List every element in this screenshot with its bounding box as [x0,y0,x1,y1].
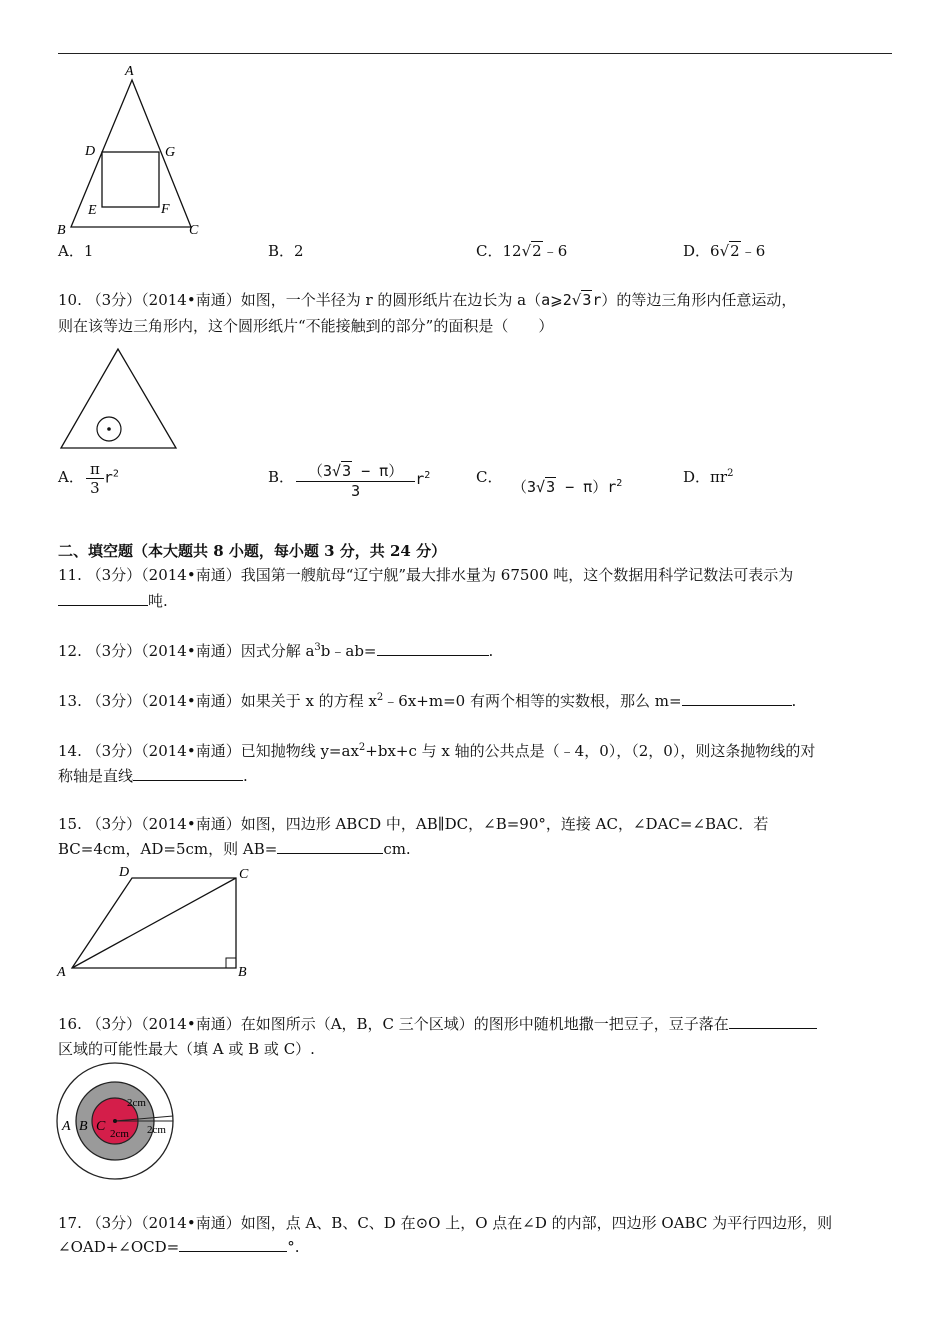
q16-target-figure [55,1062,195,1182]
q10-triangle-figure [58,345,183,455]
q16-stem-line1: 16. （3分）（2014•南通）在如图所示（A，B，C 三个区域）的图形中随机地撒一把豆子，豆子落在 [58,1013,817,1034]
q9-label-f: F [161,202,170,217]
q10-option-b-label: B． [268,468,295,486]
q15-diagonal-ac [72,878,236,968]
q9-option-b: B．2 [268,242,304,260]
q9-label-c: C [189,223,199,238]
q10-option-b-expr: $\frac{(3√3 - \pi)}{3}$ $r^2$ [296,460,430,500]
q10-option-c-label: C． [476,468,503,486]
q15-stem-line2: BC=4cm，AD=5cm，则 AB= cm. [58,840,411,858]
q12-stem: 12. （3分）（2014•南通）因式分解 $a^3b﹣ab=$ . [58,642,494,660]
q10-triangle [61,349,176,448]
q10-option-c-expr: $(3√3 - \pi)r^2$ [512,478,623,496]
q11-stem: 11. （3分）（2014•南通）我国第一艘航母“辽宁舰”最大排水量为 67500 吨，这个数据用科学记数法可表示为 [58,566,794,584]
q16-dim-1: 2cm [127,1097,146,1109]
q15-trapezoid-figure [55,862,265,982]
section-heading: 二、填空题（本大题共 8 小题，每小题 3 分，共 24 分） [58,542,447,560]
q11-answer-line: 吨. [58,590,168,611]
q10-option-a-expr: $\frac{\pi}{3}$ $r^2$ [86,460,119,497]
top-rule [58,53,892,54]
q9-label-b: B [57,223,66,238]
q9-triangle-figure [55,64,205,239]
q10-circle-center [107,427,111,431]
q17-blank[interactable] [179,1237,287,1252]
q16-dim-3: 2cm [110,1128,129,1140]
q15-label-d: D [119,865,130,880]
q13-blank[interactable] [682,691,792,706]
q14-blank[interactable] [133,766,243,781]
q16-label-c: C [96,1119,106,1134]
q17-stem-line1: 17. （3分）（2014•南通）如图，点 A、B、C、D 在⊙O 上，O 点在∠D 的内部，四边形 OABC 为平行四边形，则 [58,1214,833,1232]
q10-option-a-label: A． [58,468,84,486]
q15-label-c: C [239,867,249,882]
q10-option-d: D．$\pi r^2$ [683,468,734,486]
q9-option-a: A．1 [58,242,94,260]
q9-label-e: E [88,203,97,218]
q14-stem-line1: 14. （3分）（2014•南通）已知抛物线 $y=ax^2+bx+c$ 与 x 轴的公共点是（﹣4，0），（2，0），则这条抛物线的对 [58,742,816,760]
q10-stem-line1: 10. （3分）（2014•南通）如图，一个半径为 r 的圆形纸片在边长为 a（a⩾2√3r）的等边三角形内任意运动， [58,291,797,309]
q16-stem-line2: 区域的可能性最大（填 A 或 B 或 C）. [58,1040,315,1058]
q16-dim-2: 2cm [147,1124,166,1136]
q14-stem-line2: 称轴是直线 . [58,767,248,785]
q10-stem-line2: 则在该等边三角形内，这个圆形纸片“不能接触到的部分”的面积是（ ） [58,317,554,335]
q9-label-a: A [125,64,134,79]
q15-label-b: B [238,965,247,980]
q13-stem: 13. （3分）（2014•南通）如果关于 x 的方程 $x^2﹣6x+m=0$ 有两个相等的实数根，那么 m= . [58,692,797,710]
q16-label-b: B [79,1119,88,1134]
q12-blank[interactable] [377,641,489,656]
q17-stem-line2: ∠OAD+∠OCD= °. [58,1238,300,1256]
q16-blank[interactable] [729,1014,817,1029]
q9-option-c: C．12√2﹣6 [476,242,568,260]
q9-label-g: G [165,145,176,160]
q9-square [102,152,159,207]
q11-blank[interactable] [58,591,148,606]
q15-label-a: A [57,965,66,980]
q16-label-a: A [62,1119,71,1134]
q9-option-d: D．6√2﹣6 [683,242,766,260]
q15-right-angle-mark [226,958,236,968]
q15-blank[interactable] [277,839,383,854]
q15-stem-line1: 15. （3分）（2014•南通）如图，四边形 ABCD 中，AB∥DC，∠B=90°，连接 AC，∠DAC=∠BAC．若 [58,815,769,833]
q16-center-dot [113,1119,117,1123]
q9-label-d: D [85,144,96,159]
